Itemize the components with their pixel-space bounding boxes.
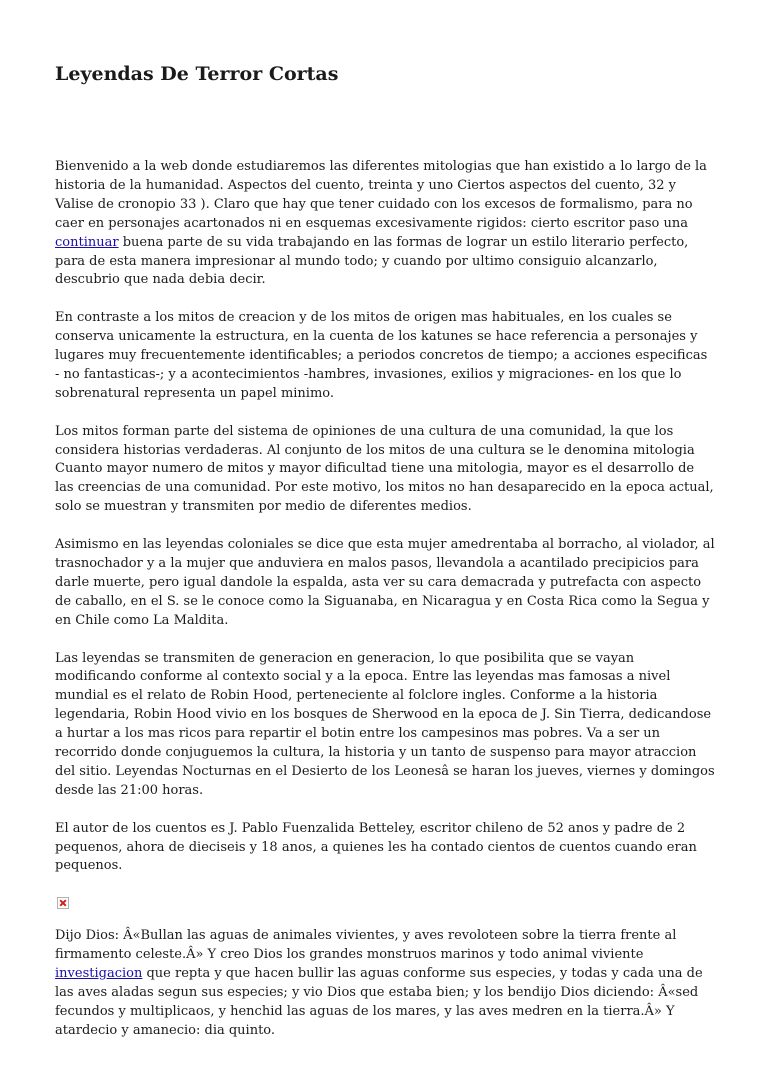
paragraph-1 bbox=[55, 158, 715, 290]
paragraph-6: El autor de los cuentos es J. Pablo Fuenzalida Betteley, escritor chileno de 52 anos y padre de 2 pequenos, ahora de dieciseis y 18 anos, a quienes les ha contado cientos de cuentos cuando eran pequenos. bbox=[55, 820, 697, 874]
article-body bbox=[55, 158, 715, 1041]
broken-image-icon bbox=[57, 897, 69, 909]
paragraph-7-text-after: que repta y que hacen bullir las aguas conforme sus especies, y todas y cada una de las aves aladas segun sus especies; y vio Dios que estaba bien; y los bendijo Dios diciendo: Â«sed fecundos y multiplicaos, y henchid las aguas de los mares, y las aves medren en la tierra.Â» Y atardecio y amanecio: dia quinto. bbox=[55, 966, 703, 1038]
paragraph-1-text-before: Bienvenido a la web donde estudiaremos las diferentes mitologias que han existido a lo largo de la historia de la humanidad. Aspectos del cuento, treinta y uno Ciertos aspectos del cuento, 32 y Valise de cronopio 33 ). Claro que hay que tener cuidado con los excesos de formalismo, para no caer en personajes acartonados ni en esquemas excesivamente rigidos: cierto escritor paso una bbox=[55, 159, 707, 231]
paragraph-2: En contraste a los mitos de creacion y de los mitos de origen mas habituales, en los cuales se conserva unicamente la estructura, en la cuenta de los katunes se hace referencia a personajes y lugares muy frecuentemente identificables; a periodos concretos de tiempo; a acciones especificas - no fantasticas-; y a acontecimientos -hambres, invasiones, exilios y migraciones- en los que lo sobrenatural representa un papel minimo. bbox=[55, 310, 708, 401]
image-container bbox=[55, 895, 715, 927]
paragraph-5: Las leyendas se transmiten de generacion en generacion, lo que posibilita que se vayan modificando conforme al contexto social y a la epoca. Entre las leyendas mas famosas a nivel mundial es el relato de Robin Hood, perteneciente al folclore ingles. Conforme a la historia legendaria, Robin Hood vivio en los bosques de Sherwood en la epoca de J. Sin Tierra, dedicandose a hurtar a los mas ricos para repartir el botin entre los campesinos mas pobres. Va a ser un recorrido donde conjuguemos la cultura, la historia y un tanto de suspenso para mayor atraccion del sitio. Leyendas Nocturnas en el Desierto de los Leonesâ se haran los jueves, viernes y domingos desde las 21:00 horas. bbox=[55, 650, 715, 798]
investigacion-link[interactable]: investigacion bbox=[55, 966, 143, 982]
paragraph-3: Los mitos forman parte del sistema de opiniones de una cultura de una comunidad, la que los considera historias verdaderas. Al conjunto de los mitos de una cultura se le denomina mitologia Cuanto mayor numero de mitos y mayor dificultad tiene una mitologia, mayor es el desarrollo de las creencias de una comunidad. Por este motivo, los mitos no han desaparecido en la epoca actual, solo se muestran y transmiten por medio de diferentes medios. bbox=[55, 423, 714, 515]
paragraph-4: Asimismo en las leyendas coloniales se dice que esta mujer amedrentaba al borracho, al violador, al trasnochador y a la mujer que anduviera en malos pasos, llevandola a acantilado precipicios para darle muerte, pero igual dandole la espalda, asta ver su cara demacrada y putrefacta con aspecto de caballo, en el S. se le conoce como la Siguanaba, en Nicaragua y en Costa Rica como la Segua y en Chile como La Maldita. bbox=[55, 537, 715, 628]
paragraph-1-text-after: buena parte de su vida trabajando en las formas de lograr un estilo literario perfecto, para de esta manera impresionar al mundo todo; y cuando por ultimo consiguio alcanzarlo, descubrio que nada debia decir. bbox=[55, 234, 689, 288]
paragraph-7-text-before: Dijo Dios: Â«Bullan las aguas de animales vivientes, y aves revoloteen sobre la tierra frente al firmamento celeste.Â» Y creo Dios los grandes monstruos marinos y todo animal viviente bbox=[55, 928, 677, 963]
paragraph-7 bbox=[55, 927, 715, 1040]
continuar-link[interactable]: continuar bbox=[55, 234, 119, 250]
page-title: Leyendas De Terror Cortas bbox=[55, 63, 339, 85]
document-page bbox=[55, 60, 715, 1060]
